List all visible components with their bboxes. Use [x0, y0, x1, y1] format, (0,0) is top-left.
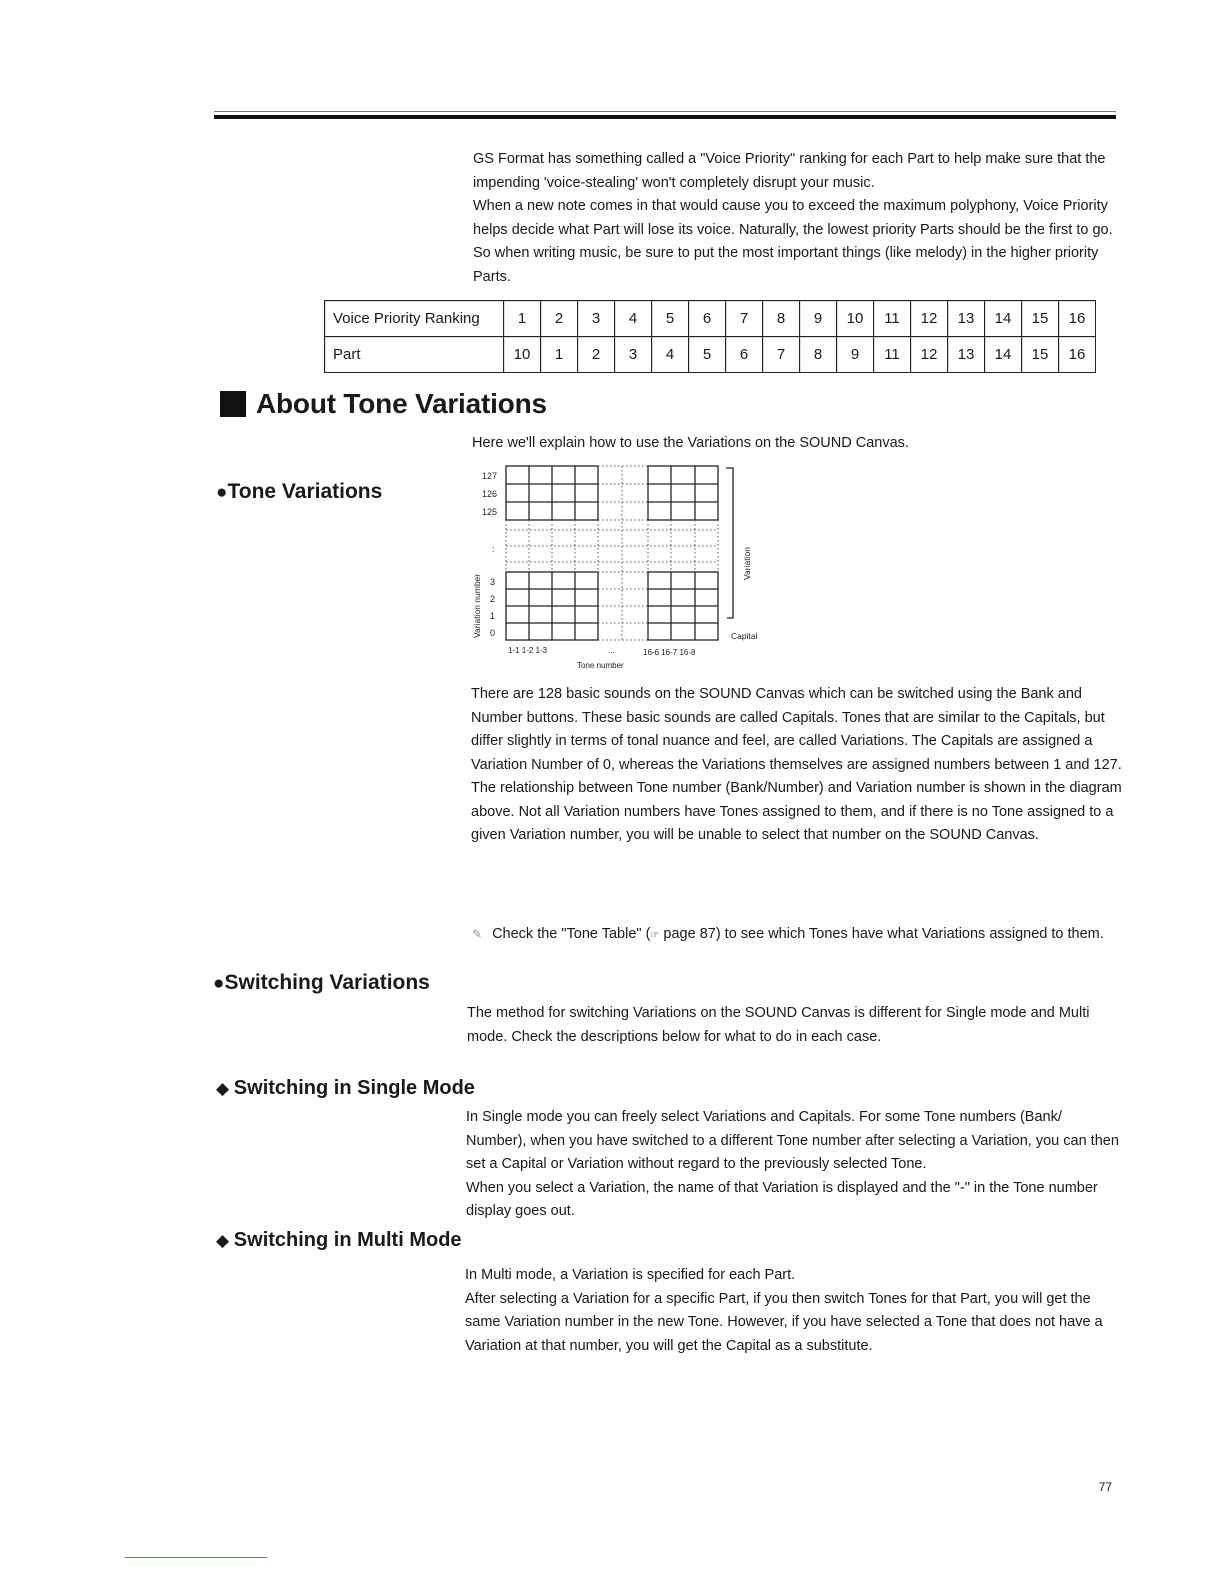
single-mode-text	[466, 1106, 1124, 1224]
table-cell: 1	[541, 337, 578, 373]
table-cell: 9	[800, 301, 837, 337]
table-cell: 14	[985, 301, 1022, 337]
page-number: 77	[1098, 1480, 1112, 1494]
table-cell: 11	[874, 337, 911, 373]
tone-variations-heading	[216, 480, 382, 504]
table-cell: 7	[726, 301, 763, 337]
intro-paragraph-2: When a new note comes in that would cause you to exceed the maximum polyphony, Voice Priority helps decide what Part will lose its voice. Naturally, the lowest priority Parts should be the first to go. So when writing music, be sure to put the most important things (like melody) in the higher priority Parts.	[473, 198, 1113, 285]
bullet-icon	[213, 971, 224, 994]
heading-text: Switching in Multi Mode	[233, 1229, 462, 1251]
top-rule-thin	[214, 111, 1116, 112]
tone-variations-text	[471, 683, 1125, 848]
tone-table-note	[472, 923, 1124, 948]
single-mode-paragraph-1: In Single mode you can freely select Variations and Capitals. For some Tone numbers (Bank/ Number), when you have switched to a different Tone number after selecting a Variation, you can then set a Capital or Variation without regard to the previously selected Tone.	[466, 1109, 1119, 1172]
switching-variations-heading	[213, 971, 430, 995]
y-tick-2: 2	[490, 594, 496, 604]
section-title: About Tone Variations	[256, 388, 547, 419]
x-tick-right: 16-6 16-7 16-8	[643, 648, 696, 657]
table-cell: 5	[652, 301, 689, 337]
heading-text: Tone Variations	[227, 480, 383, 503]
note-icon: ✎	[472, 927, 483, 941]
table-cell: 4	[615, 301, 652, 337]
y-tick-126: 126	[482, 489, 498, 499]
table-cell: 3	[578, 301, 615, 337]
table-cell: 3	[615, 337, 652, 373]
section-intro: Here we'll explain how to use the Variations on the SOUND Canvas.	[472, 435, 909, 451]
table-cell: 13	[948, 337, 985, 373]
tone-variations-paragraph-2: The relationship between Tone number (Bank/Number) and Variation number is shown in the diagram above. Not all Variation numbers have Tones assigned to them, and if there is no Tone assigned to a given Variation number, you will be unable to select that number on the SOUND Canvas.	[471, 780, 1122, 843]
switching-text: The method for switching Variations on the SOUND Canvas is different for Single mode and Multi mode. Check the descriptions below for what to do in each case.	[467, 1005, 1090, 1045]
y-tick-125: 125	[482, 507, 498, 517]
table-cell: 9	[837, 337, 874, 373]
y-tick-127: 127	[482, 471, 498, 481]
y-tick-ellipsis: :	[492, 544, 495, 554]
y-axis-label: Variation number	[472, 573, 482, 638]
single-mode-heading	[216, 1077, 475, 1100]
table-cell: 7	[763, 337, 800, 373]
note-text-start: Check the "Tone Table" (	[492, 926, 651, 942]
capital-label: Capital	[731, 631, 758, 641]
top-rule-thick	[214, 115, 1116, 119]
table-cell: 2	[578, 337, 615, 373]
table-cell: 16	[1059, 337, 1096, 373]
table-cell: 2	[541, 301, 578, 337]
x-tick-left: 1-1 1-2 1-3	[508, 646, 548, 655]
multi-mode-text	[465, 1264, 1123, 1358]
variation-diagram	[450, 460, 770, 680]
table-cell: 6	[689, 301, 726, 337]
voice-priority-table	[324, 300, 1096, 373]
x-axis-label: Tone number	[577, 661, 624, 670]
table-cell: 11	[874, 301, 911, 337]
multi-mode-heading	[216, 1229, 462, 1252]
multi-mode-paragraph-1: In Multi mode, a Variation is specified for each Part.	[465, 1267, 796, 1283]
table-row-ranking	[325, 301, 1096, 337]
intro-paragraph-1: GS Format has something called a "Voice Priority" ranking for each Part to help make sure that the impending 'voice-stealing' won't completely disrupt your music.	[473, 151, 1106, 191]
table-cell: 15	[1022, 337, 1059, 373]
bullet-icon	[216, 480, 227, 503]
multi-mode-paragraph-2: After selecting a Variation for a specific Part, if you then switch Tones for that Part, you will get the same Variation number in the new Tone. However, if you have selected a Tone that does not have a Variation at that number, you will get the Capital as a substitute.	[465, 1290, 1103, 1354]
section-square-icon	[220, 391, 246, 417]
table-cell: 13	[948, 301, 985, 337]
table-cell: 16	[1059, 301, 1096, 337]
heading-text: Switching in Single Mode	[233, 1077, 475, 1099]
y-tick-3: 3	[490, 577, 496, 587]
variation-bracket-label: Variation	[742, 547, 752, 580]
table-cell: 15	[1022, 301, 1059, 337]
table-cell: 5	[689, 337, 726, 373]
table-cell: 10	[504, 337, 541, 373]
heading-text: Switching Variations	[224, 971, 430, 994]
table-cell: 12	[911, 301, 948, 337]
y-tick-0: 0	[490, 628, 496, 638]
table-cell: 1	[504, 301, 541, 337]
table-cell: 8	[763, 301, 800, 337]
diamond-icon	[216, 1077, 234, 1099]
table-row-part	[325, 337, 1096, 373]
ranking-label: Voice Priority Ranking	[325, 301, 504, 337]
part-label: Part	[325, 337, 504, 373]
tone-variations-paragraph-1: There are 128 basic sounds on the SOUND Canvas which can be switched using the Bank and Number buttons. These basic sounds are called Capitals. Tones that are similar to the Capitals, but differ slightly in terms of tonal nuance and feel, are called Variations. The Capitals are assigned a Variation Number of 0, whereas the Variations themselves are assigned numbers between 1 and 127.	[471, 686, 1122, 773]
footer-line	[125, 1557, 267, 1558]
table-cell: 4	[652, 337, 689, 373]
note-text-end: page 87) to see which Tones have what Variations assigned to them.	[659, 926, 1104, 942]
x-tick-mid: ...	[608, 646, 615, 655]
intro-text	[473, 148, 1125, 289]
table-cell: 12	[911, 337, 948, 373]
table-cell: 6	[726, 337, 763, 373]
table-cell: 8	[800, 337, 837, 373]
y-tick-1: 1	[490, 611, 496, 621]
single-mode-paragraph-2: When you select a Variation, the name of that Variation is displayed and the "-" in the Tone number display goes out.	[466, 1179, 1098, 1219]
table-cell: 10	[837, 301, 874, 337]
table-cell: 14	[985, 337, 1022, 373]
diamond-icon	[216, 1229, 234, 1251]
reference-pointer-icon: ☞	[650, 930, 660, 941]
